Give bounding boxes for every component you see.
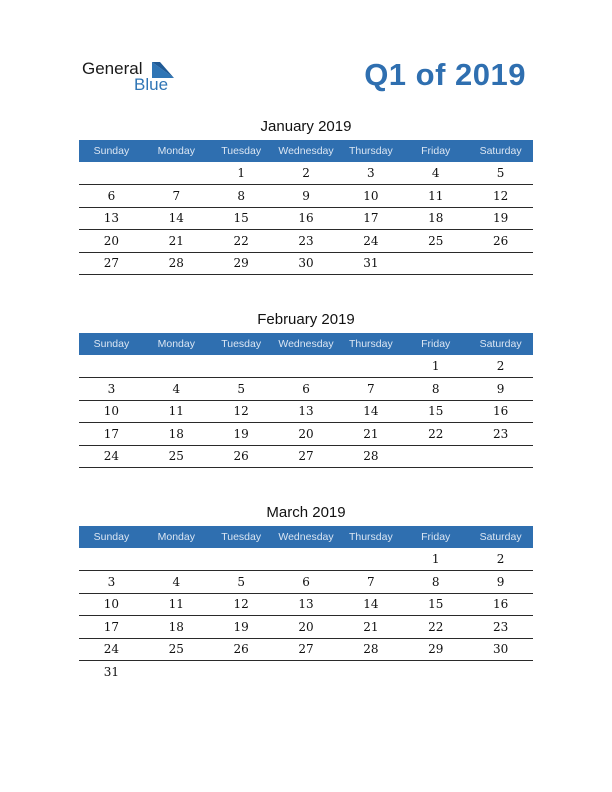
- day-cell: 17: [103, 619, 120, 634]
- day-cell: 18: [428, 211, 444, 226]
- day-cell: 16: [298, 211, 314, 226]
- day-cell: 4: [172, 574, 181, 589]
- week-row: [79, 355, 533, 378]
- weekday-label: Tuesday: [221, 338, 262, 350]
- day-cell: 19: [233, 619, 249, 634]
- day-cell: 20: [103, 233, 120, 248]
- day-cell: 6: [302, 381, 310, 396]
- brand-blue-text: Blue: [134, 75, 169, 94]
- day-cell: 19: [233, 426, 249, 441]
- week-row: [79, 400, 533, 423]
- day-cell: [209, 548, 274, 570]
- day-cell: [79, 548, 144, 570]
- weekday-label: Monday: [157, 531, 195, 543]
- weekday-label: Friday: [421, 145, 451, 157]
- day-cell: 18: [168, 619, 184, 634]
- weekday-label: Thursday: [348, 531, 393, 543]
- day-cell: 12: [233, 404, 249, 419]
- week-row: [79, 162, 533, 185]
- week-row: [79, 445, 533, 468]
- day-cell: 13: [298, 597, 314, 612]
- day-cell: 14: [168, 211, 184, 226]
- day-cell: 26: [233, 449, 249, 464]
- day-cell: 27: [103, 256, 120, 271]
- day-cell: 15: [233, 211, 249, 226]
- day-cell: 15: [428, 597, 444, 612]
- weekday-label: Tuesday: [221, 531, 262, 543]
- day-cell: 23: [298, 233, 314, 248]
- day-cell: 8: [431, 381, 440, 396]
- week-row: [79, 616, 533, 639]
- day-cell: 31: [363, 256, 379, 271]
- day-cell: 7: [367, 381, 375, 396]
- day-cell: [79, 355, 144, 377]
- day-cell: 2: [496, 359, 505, 373]
- day-cell: 12: [233, 597, 249, 612]
- day-cell: 14: [363, 597, 379, 612]
- day-cell: 8: [237, 188, 245, 203]
- day-cell: 15: [428, 404, 444, 419]
- day-cell: [403, 445, 468, 467]
- day-cell: [338, 548, 403, 570]
- week-row: [79, 638, 533, 661]
- day-cell: 6: [302, 574, 310, 589]
- day-cell: 4: [431, 166, 440, 180]
- weekday-label: Saturday: [479, 145, 522, 157]
- day-cell: 22: [428, 426, 444, 441]
- day-cell: 8: [431, 574, 440, 589]
- day-cell: 10: [103, 404, 120, 419]
- brand-logo: [82, 58, 192, 98]
- day-cell: 31: [103, 665, 120, 679]
- day-cell: 22: [428, 619, 444, 634]
- page-title: Q1 of 2019: [364, 57, 526, 92]
- day-cell: 6: [107, 188, 116, 203]
- day-cell: 16: [492, 404, 509, 419]
- weekday-label: Monday: [157, 338, 195, 350]
- week-row: [79, 423, 533, 446]
- day-cell: [79, 162, 144, 184]
- day-cell: 11: [428, 188, 444, 203]
- weekday-label: Wednesday: [278, 338, 334, 350]
- day-cell: 24: [103, 642, 120, 657]
- day-cell: 20: [298, 426, 314, 441]
- day-cell: [274, 548, 339, 570]
- weekday-label: Sunday: [93, 145, 130, 157]
- day-cell: [403, 252, 468, 274]
- day-cell: 25: [168, 449, 184, 464]
- brand-general-text: General: [82, 59, 143, 78]
- day-cell: 30: [298, 256, 314, 271]
- day-cell: 2: [496, 552, 505, 566]
- day-cell: 1: [431, 359, 440, 373]
- day-cell: 13: [103, 211, 120, 226]
- day-cell: 26: [492, 233, 509, 248]
- day-cell: [403, 661, 468, 683]
- day-cell: 28: [168, 256, 184, 271]
- day-cell: 22: [233, 233, 249, 248]
- day-cell: 9: [302, 188, 310, 203]
- day-cell: 5: [237, 574, 245, 589]
- month-title: January 2019: [260, 118, 352, 135]
- weekday-header: [79, 333, 533, 355]
- day-cell: [209, 661, 274, 683]
- day-cell: [209, 355, 274, 377]
- day-cell: 23: [492, 426, 509, 441]
- day-cell: 27: [298, 642, 314, 657]
- weekday-label: Friday: [421, 338, 451, 350]
- day-cell: 17: [103, 426, 120, 441]
- day-cell: 10: [103, 597, 120, 612]
- day-cell: 10: [363, 188, 379, 203]
- day-cell: 5: [237, 381, 245, 396]
- weekday-label: Wednesday: [278, 145, 334, 157]
- week-row: [79, 230, 533, 253]
- day-cell: 3: [107, 574, 116, 589]
- weekday-header: [79, 140, 533, 162]
- week-row: [79, 593, 533, 616]
- day-cell: 2: [302, 166, 310, 180]
- week-row: [79, 207, 533, 230]
- day-cell: 21: [363, 426, 379, 441]
- day-cell: 9: [496, 574, 505, 589]
- weekday-label: Thursday: [348, 145, 393, 157]
- weekday-label: Sunday: [93, 338, 130, 350]
- day-cell: 12: [492, 188, 509, 203]
- day-cell: 26: [233, 642, 249, 657]
- day-cell: 27: [298, 449, 314, 464]
- day-cell: 11: [168, 404, 184, 419]
- day-cell: 3: [107, 381, 116, 396]
- day-cell: 13: [298, 404, 314, 419]
- day-cell: [338, 355, 403, 377]
- day-cell: [468, 661, 533, 683]
- day-cell: 24: [103, 449, 120, 464]
- month-title: February 2019: [257, 311, 355, 328]
- week-row: [79, 185, 533, 208]
- day-cell: 9: [496, 381, 505, 396]
- weekday-label: Thursday: [348, 338, 393, 350]
- weekday-label: Saturday: [479, 531, 522, 543]
- week-row: [79, 571, 533, 594]
- weekday-label: Tuesday: [221, 145, 262, 157]
- day-cell: 7: [172, 188, 181, 203]
- day-cell: [274, 355, 339, 377]
- day-cell: 28: [363, 449, 379, 464]
- day-cell: 29: [233, 256, 249, 271]
- month-title: March 2019: [266, 504, 346, 521]
- weekday-header: [79, 526, 533, 548]
- day-cell: [338, 661, 403, 683]
- day-cell: 19: [492, 211, 509, 226]
- day-cell: 28: [363, 642, 379, 657]
- day-cell: 17: [363, 211, 379, 226]
- day-cell: 21: [363, 619, 379, 634]
- day-cell: 29: [428, 642, 444, 657]
- day-cell: 1: [237, 166, 245, 180]
- day-cell: 18: [168, 426, 184, 441]
- day-cell: 24: [363, 233, 379, 248]
- day-cell: 1: [431, 552, 440, 566]
- day-cell: 25: [428, 233, 444, 248]
- day-cell: 3: [367, 166, 375, 180]
- day-cell: [274, 661, 339, 683]
- week-row: [79, 378, 533, 401]
- weekday-label: Wednesday: [278, 531, 334, 543]
- week-row: [79, 661, 533, 683]
- weekday-label: Sunday: [93, 531, 130, 543]
- day-cell: 25: [168, 642, 184, 657]
- day-cell: 4: [172, 381, 181, 396]
- day-cell: [468, 252, 533, 274]
- day-cell: [144, 355, 209, 377]
- day-cell: 30: [492, 642, 509, 657]
- day-cell: [468, 445, 533, 467]
- day-cell: 14: [363, 404, 379, 419]
- day-cell: [144, 548, 209, 570]
- week-row: [79, 252, 533, 275]
- week-row: [79, 548, 533, 571]
- weekday-label: Saturday: [479, 338, 522, 350]
- weekday-label: Friday: [421, 531, 451, 543]
- day-cell: 21: [168, 233, 184, 248]
- day-cell: 11: [168, 597, 184, 612]
- weekday-label: Monday: [157, 145, 195, 157]
- day-cell: [144, 162, 209, 184]
- day-cell: 20: [298, 619, 314, 634]
- day-cell: [144, 661, 209, 683]
- day-cell: 23: [492, 619, 509, 634]
- day-cell: 7: [367, 574, 375, 589]
- day-cell: 16: [492, 597, 509, 612]
- day-cell: 5: [496, 166, 505, 180]
